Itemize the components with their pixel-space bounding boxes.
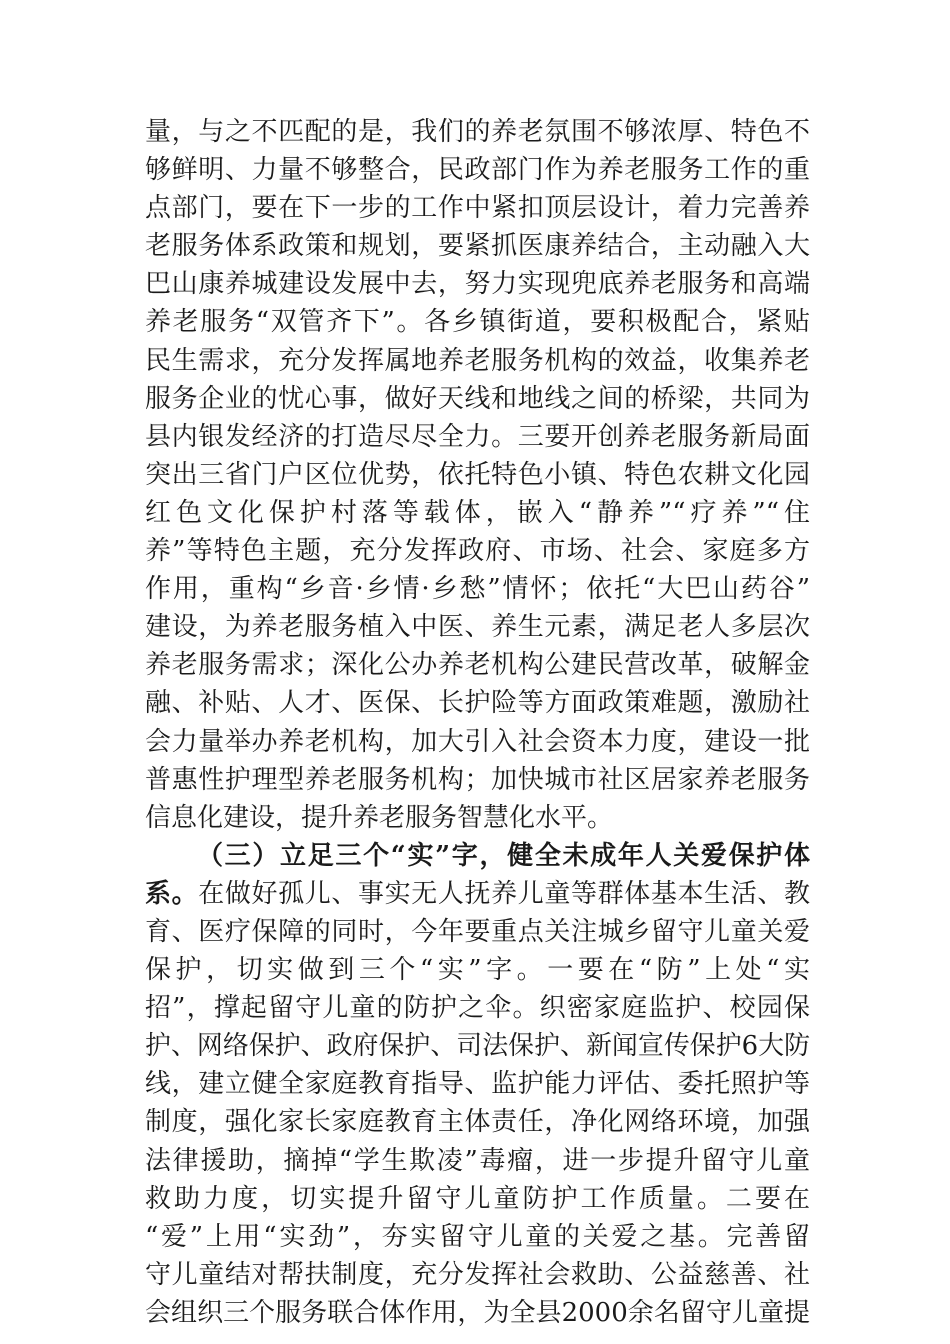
body-text bbox=[145, 113, 810, 1332]
text-line: 守儿童结对帮扶制度，充分发挥社会救助、公益慈善、社 bbox=[145, 1259, 810, 1290]
text-line: 线，建立健全家庭教育指导、监护能力评估、委托照护等 bbox=[145, 1069, 810, 1100]
text-line: 育、医疗保障的同时，今年要重点关注城乡留守儿童关爱 bbox=[145, 916, 810, 947]
text-line: 会组织三个服务联合体作用，为全县2000余名留守儿童提 bbox=[145, 1297, 810, 1328]
text-line: “爱”上用“实劲”，夯实留守儿童的关爱之基。完善留 bbox=[145, 1221, 810, 1252]
text-line: 救助力度，切实提升留守儿童防护工作质量。二要在 bbox=[145, 1183, 810, 1214]
text-line: 老服务体系政策和规划，要紧抓医康养结合，主动融入大 bbox=[145, 231, 810, 262]
text-line: 作用，重构“乡音·乡情·乡愁”情怀；依托“大巴山药谷” bbox=[145, 574, 810, 605]
text-line: 巴山康养城建设发展中去，努力实现兜底养老服务和高端 bbox=[145, 269, 810, 300]
text-line: 信息化建设，提升养老服务智慧化水平。 bbox=[145, 802, 614, 833]
text-line: 养老服务需求；深化公办养老机构公建民营改革，破解金 bbox=[145, 650, 810, 681]
text-line: 保护，切实做到三个“实”字。一要在“防”上处“实 bbox=[145, 955, 810, 986]
text-line: 招”，撑起留守儿童的防护之伞。织密家庭监护、校园保 bbox=[145, 993, 810, 1024]
text-run: 在做好孤儿、事实无人抚养儿童等群体基本生活、教 bbox=[198, 878, 810, 909]
text-line: 量，与之不匹配的是，我们的养老氛围不够浓厚、特色不 bbox=[145, 117, 810, 147]
text-line: 建设，为养老服务植入中医、养生元素，满足老人多层次 bbox=[145, 612, 810, 643]
text-line: 普惠性护理型养老服务机构；加快城市社区居家养老服务 bbox=[145, 764, 810, 795]
text-line: 红色文化保护村落等载体，嵌入“静养”“疗养”“住 bbox=[145, 497, 810, 528]
text-line: 养”等特色主题，充分发挥政府、市场、社会、家庭多方 bbox=[145, 536, 810, 567]
text-line: 融、补贴、人才、医保、长护险等方面政策难题，激励社 bbox=[145, 688, 810, 719]
text-line: 县内银发经济的打造尽尽全力。三要开创养老服务新局面 bbox=[145, 421, 810, 452]
text-line: 服务企业的忧心事，做好天线和地线之间的桥梁，共同为 bbox=[145, 383, 810, 414]
text-line: 法律援助，摘掉“学生欺凌”毒瘤，进一步提升留守儿童 bbox=[145, 1145, 810, 1176]
text-line: 养老服务“双管齐下”。各乡镇街道，要积极配合，紧贴 bbox=[145, 307, 810, 338]
section-heading-end: 系。 bbox=[145, 878, 199, 909]
text-line: 制度，强化家长家庭教育主体责任，净化网络环境，加强 bbox=[145, 1107, 810, 1138]
text-line: 点部门，要在下一步的工作中紧扣顶层设计，着力完善养 bbox=[145, 193, 810, 224]
text-line: 民生需求，充分发挥属地养老服务机构的效益，收集养老 bbox=[145, 345, 810, 376]
text-line: 够鲜明、力量不够整合，民政部门作为养老服务工作的重 bbox=[145, 155, 810, 186]
text-line: 突出三省门户区位优势，依托特色小镇、特色农耕文化园 bbox=[145, 459, 810, 490]
text-line: 护、网络保护、政府保护、司法保护、新闻宣传保护6大防 bbox=[145, 1031, 810, 1062]
text-line bbox=[145, 875, 810, 913]
text-line: 会力量举办养老机构，加大引入社会资本力度，建设一批 bbox=[145, 726, 810, 757]
section-heading: （三）立足三个“实”字，健全未成年人关爱保护体 bbox=[197, 840, 810, 871]
